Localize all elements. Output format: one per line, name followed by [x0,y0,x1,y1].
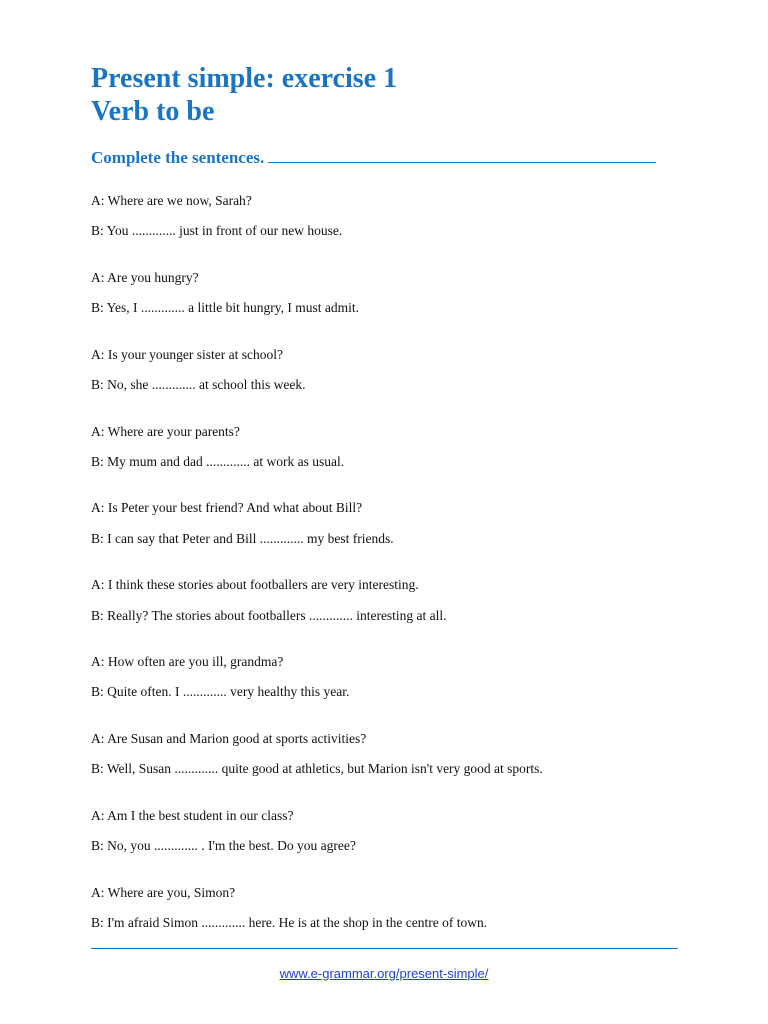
exercise-instruction [91,146,656,168]
dialogue-line-a: A: Is your younger sister at school? [91,347,283,362]
dialogue-line-b: B: I'm afraid Simon ............. here. He is at the shop in the centre of town. [91,915,488,930]
dialogue-line-b: B: Really? The stories about footballers ............. interesting at all. [91,608,447,623]
dialogue-line-a: A: Are Susan and Marion good at sports activities? [91,731,367,746]
page-subtitle: Verb to be [91,96,215,127]
dialogue-line-b: B: No, you ............. . I'm the best. Do you agree? [91,838,356,853]
dialogue-line-a: A: Where are you, Simon? [91,885,236,900]
footer-link[interactable]: www.e-grammar.org/present-simple/ [279,966,489,981]
dialogue-line-b: B: Well, Susan ............. quite good at athletics, but Marion isn't very good at sports. [91,761,543,776]
instruction-text: Complete the sentences. [91,148,265,167]
instruction-underline [268,146,656,163]
dialogue-line-a: A: How often are you ill, grandma? [91,654,284,669]
footer-divider [91,948,678,949]
dialogue-line-b: B: Yes, I ............. a little bit hungry, I must admit. [91,300,359,315]
dialogue-line-b: B: I can say that Peter and Bill ............. my best friends. [91,531,394,546]
dialogue-line-a: A: Is Peter your best friend? And what about Bill? [91,500,363,515]
dialogue-line-a: A: Are you hungry? [91,270,199,285]
dialogue-line-a: A: Where are we now, Sarah? [91,193,252,208]
dialogue-line-b: B: Quite often. I ............. very healthy this year. [91,684,350,699]
dialogue-line-b: B: You ............. just in front of our new house. [91,223,343,238]
page-title: Present simple: exercise 1 [91,63,398,94]
dialogue-line-b: B: My mum and dad ............. at work as usual. [91,454,345,469]
dialogue-line-a: A: Am I the best student in our class? [91,808,294,823]
dialogue-line-a: A: Where are your parents? [91,424,240,439]
dialogue-line-a: A: I think these stories about footballers are very interesting. [91,577,419,592]
dialogue-line-b: B: No, she ............. at school this week. [91,377,306,392]
